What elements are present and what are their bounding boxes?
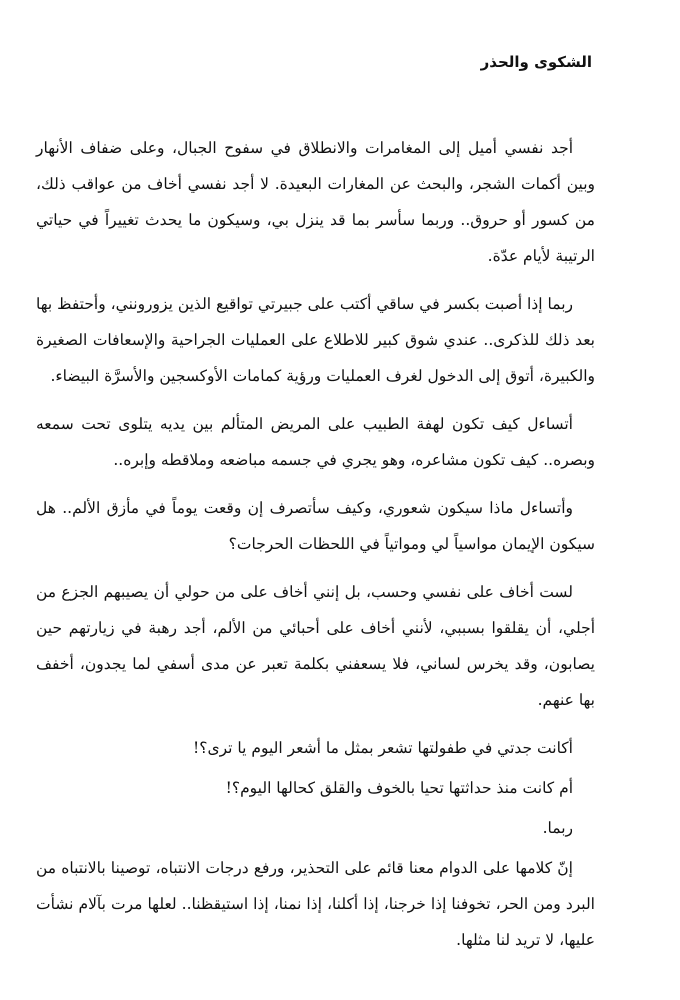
document-title: الشكوى والحذر	[480, 53, 592, 71]
paragraph: أجد نفسي أميل إلى المغامرات والانطلاق في سفوح الجبال، وعلى ضفاف الأنهار وبين أكمات الشجر، والبحث عن المغارات البعيدة. لا أجد نفسي أخاف من عواقب ذلك، من كسور أو حروق.. وربما سأسر بما قد ينزل بي، وسيكون ما يحدث تغييراً في حياتي الرتيبة لأيام عدّة.	[36, 139, 595, 265]
paragraph: أكانت جدتي في طفولتها تشعر بمثل ما أشعر اليوم يا ترى؟!	[193, 739, 573, 757]
paragraph: أتساءل كيف تكون لهفة الطبيب على المريض المتألم بين يديه يتلوى تحت سمعه وبصره.. كيف تكون مشاعره، وهو يجري في جسمه مباضعه وملاقطه وإبره..	[36, 415, 595, 469]
paragraph: لست أخاف على نفسي وحسب، بل إنني أخاف على من حولي أن يصيبهم الجزع من أجلي، أن يقلقوا بسببي، لأنني أخاف على أحبائي من الألم، أجد رهبة في زيارتهم حين يصابون، وقد يخرس لساني، فلا يسعفني بكلمة تعبر عن مدى أسفي لما يجدون، أخفف بها عنهم.	[36, 583, 595, 709]
paragraph: ربما إذا أصبت بكسر في ساقي أكتب على جبيرتي تواقيع الذين يزورونني، وأحتفظ بها بعد ذلك للذكرى.. عندي شوق كبير للاطلاع على العمليات الجراحية والإسعافات الصغيرة والكبيرة، أتوق إلى الدخول لغرف العمليات ورؤية كمامات الأوكسجين والأسرَّة البيضاء.	[36, 295, 595, 385]
document-body	[36, 130, 595, 970]
paragraph: ربما.	[542, 819, 573, 837]
paragraph: إنّ كلامها على الدوام معنا قائم على التحذير، ورفع درجات الانتباه، توصينا بالانتباه من البرد ومن الحر، تخوفنا إذا خرجنا، إذا أكلنا، إذا نمنا، إذا استيقظنا.. لعلها مرت بآلام نشأت عليها، لا تريد لنا مثلها.	[36, 859, 595, 949]
paragraph: أم كانت منذ حداثتها تحيا بالخوف والقلق كحالها اليوم؟!	[225, 779, 573, 797]
paragraph: وأتساءل ماذا سيكون شعوري، وكيف سأتصرف إن وقعت يوماً في مأزق الألم.. هل سيكون الإيمان مواسياً لي ومواتياً في اللحظات الحرجات؟	[36, 499, 595, 553]
